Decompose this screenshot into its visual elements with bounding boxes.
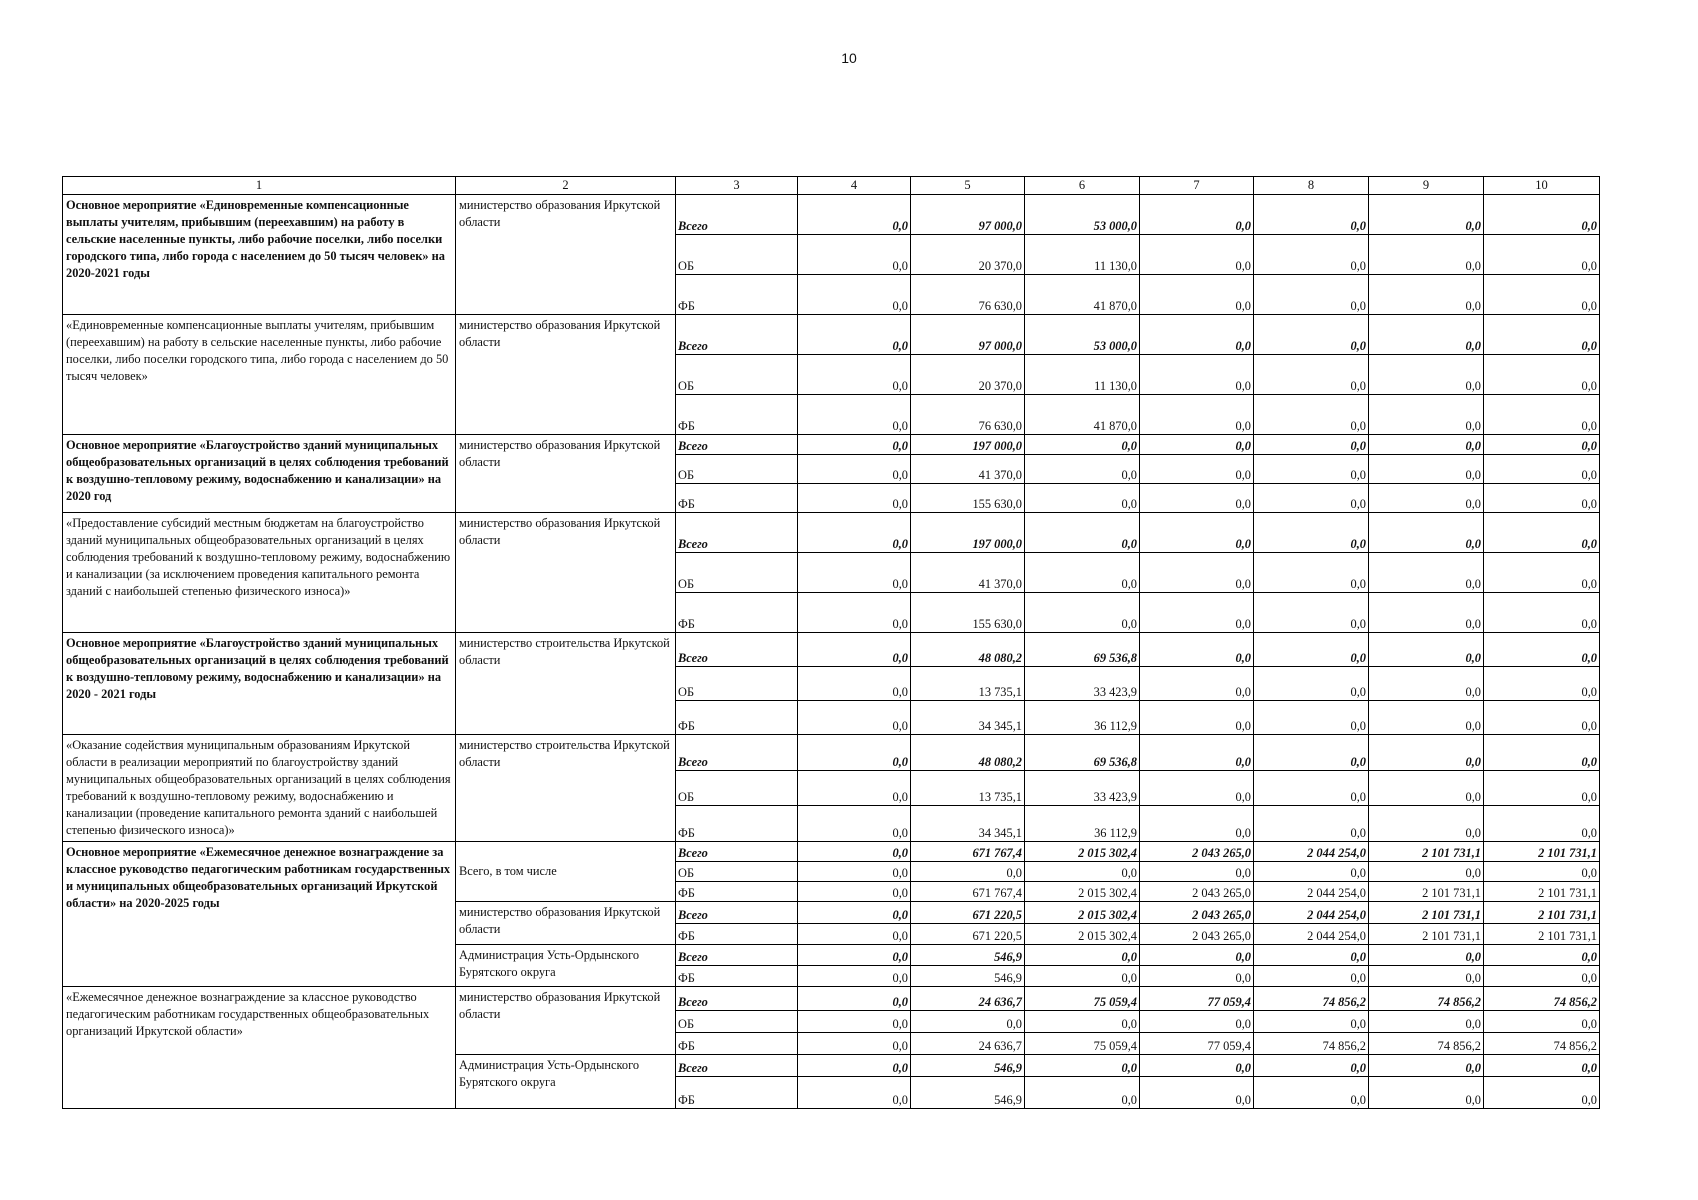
value-cell: 0,0: [798, 315, 911, 355]
value-cell: 2 015 302,4: [1025, 882, 1140, 902]
value-cell: 74 856,2: [1484, 1033, 1600, 1055]
value-cell: 0,0: [798, 945, 911, 966]
value-cell: 0,0: [1254, 1077, 1369, 1109]
funding-source-cell: ФБ: [676, 593, 798, 633]
value-cell: 0,0: [1025, 1077, 1140, 1109]
value-cell: 0,0: [1369, 1077, 1484, 1109]
value-cell: 2 043 265,0: [1140, 924, 1254, 945]
value-cell: 0,0: [1254, 553, 1369, 593]
value-cell: 75 059,4: [1025, 987, 1140, 1011]
activity-label: Основное мероприятие «Единовременные компенсационные выплаты учителям, прибывшим (переехавшим) на работу в сельские населенные пункты, либо рабочие поселки, либо поселки городского типа, либо города с населением до 50 тысяч человек» на 2020-2021 годы: [63, 195, 456, 315]
value-cell: 0,0: [1369, 275, 1484, 315]
value-cell: 2 101 731,1: [1369, 924, 1484, 945]
value-cell: 0,0: [1140, 667, 1254, 701]
value-cell: 0,0: [798, 195, 911, 235]
value-cell: 0,0: [798, 701, 911, 735]
value-cell: 34 345,1: [911, 701, 1025, 735]
value-cell: 74 856,2: [1254, 1033, 1369, 1055]
value-cell: 2 015 302,4: [1025, 842, 1140, 862]
column-header: 5: [911, 177, 1025, 195]
value-cell: 0,0: [798, 1011, 911, 1033]
funding-source-cell: Всего: [676, 435, 798, 455]
value-cell: 2 101 731,1: [1369, 842, 1484, 862]
funding-source-cell: ОБ: [676, 770, 798, 806]
value-cell: 0,0: [1254, 593, 1369, 633]
executor-cell: министерство образования Иркутской области: [456, 435, 676, 513]
value-cell: 2 101 731,1: [1484, 902, 1600, 924]
value-cell: 0,0: [1140, 701, 1254, 735]
executor-cell: Администрация Усть-Ордынского Бурятского округа: [456, 945, 676, 987]
value-cell: 0,0: [1369, 235, 1484, 275]
value-cell: 0,0: [1484, 1055, 1600, 1077]
value-cell: 0,0: [798, 1033, 911, 1055]
value-cell: 11 130,0: [1025, 235, 1140, 275]
value-cell: 0,0: [1140, 806, 1254, 842]
value-cell: 0,0: [1140, 455, 1254, 484]
value-cell: 41 370,0: [911, 455, 1025, 484]
value-cell: 0,0: [1254, 435, 1369, 455]
value-cell: 0,0: [798, 275, 911, 315]
value-cell: 75 059,4: [1025, 1033, 1140, 1055]
value-cell: 0,0: [1254, 195, 1369, 235]
value-cell: 0,0: [1254, 806, 1369, 842]
value-cell: 0,0: [1484, 553, 1600, 593]
value-cell: 0,0: [798, 966, 911, 987]
table-row: [63, 633, 1600, 667]
table-row: [63, 987, 1600, 1011]
value-cell: 0,0: [1254, 275, 1369, 315]
value-cell: 0,0: [1025, 862, 1140, 882]
value-cell: 0,0: [1140, 735, 1254, 771]
column-header: 2: [456, 177, 676, 195]
value-cell: 0,0: [1254, 484, 1369, 513]
value-cell: 0,0: [798, 633, 911, 667]
value-cell: 671 220,5: [911, 924, 1025, 945]
value-cell: 0,0: [1369, 435, 1484, 455]
value-cell: 0,0: [1254, 1011, 1369, 1033]
value-cell: 0,0: [1140, 435, 1254, 455]
value-cell: 0,0: [798, 667, 911, 701]
value-cell: 0,0: [1140, 633, 1254, 667]
value-cell: 0,0: [1025, 455, 1140, 484]
value-cell: 0,0: [1369, 455, 1484, 484]
column-number-row: [63, 177, 1600, 195]
funding-source-cell: ФБ: [676, 924, 798, 945]
table-header: [63, 177, 1600, 195]
value-cell: 0,0: [1254, 701, 1369, 735]
value-cell: 2 044 254,0: [1254, 882, 1369, 902]
value-cell: 2 044 254,0: [1254, 842, 1369, 862]
value-cell: 546,9: [911, 945, 1025, 966]
value-cell: 0,0: [1369, 1055, 1484, 1077]
activity-label: «Предоставление субсидий местным бюджетам на благоустройство зданий муниципальных общеобразовательных организаций в целях соблюдения требований к воздушно-тепловому режиму, водоснабжению и канализации (за исключением проведения капитального ремонта зданий с наибольшей степенью физического износа)»: [63, 513, 456, 633]
page-number: 10: [841, 50, 857, 66]
value-cell: 546,9: [911, 1077, 1025, 1109]
value-cell: 0,0: [1484, 806, 1600, 842]
value-cell: 0,0: [911, 862, 1025, 882]
value-cell: 76 630,0: [911, 395, 1025, 435]
executor-cell: Администрация Усть-Ордынского Бурятского округа: [456, 1055, 676, 1109]
value-cell: 0,0: [1484, 395, 1600, 435]
value-cell: 0,0: [1254, 667, 1369, 701]
table-row: [63, 195, 1600, 235]
value-cell: 0,0: [1484, 945, 1600, 966]
value-cell: 0,0: [1484, 735, 1600, 771]
value-cell: 0,0: [1025, 945, 1140, 966]
value-cell: 0,0: [1369, 593, 1484, 633]
activity-label: «Оказание содействия муниципальным образованиям Иркутской области в реализации мероприятий по благоустройству зданий муниципальных общеобразовательных организаций в целях соблюдения требований к воздушно-тепловому режиму, водоснабжению и канализации (проведение капитального ремонта зданий с наибольшей степенью физического износа)»: [63, 735, 456, 842]
value-cell: 20 370,0: [911, 235, 1025, 275]
value-cell: 0,0: [1140, 1011, 1254, 1033]
value-cell: 0,0: [798, 484, 911, 513]
activity-label: «Единовременные компенсационные выплаты учителям, прибывшим (переехавшим) на работу в сельские населенные пункты, либо рабочие поселки, либо поселки городского типа, либо города с населением до 50 тысяч человек»: [63, 315, 456, 435]
activity-label: «Ежемесячное денежное вознаграждение за классное руководство педагогическим работникам государственных общеобразовательных организаций Иркутской области»: [63, 987, 456, 1109]
funding-source-cell: ОБ: [676, 667, 798, 701]
value-cell: 0,0: [798, 924, 911, 945]
value-cell: 0,0: [1254, 945, 1369, 966]
activity-label: Основное мероприятие «Ежемесячное денежное вознаграждение за классное руководство педагогическим работникам государственных и муниципальных общеобразовательных организаций Иркутской области» на 2020-2025 годы: [63, 842, 456, 987]
value-cell: 53 000,0: [1025, 195, 1140, 235]
value-cell: 197 000,0: [911, 435, 1025, 455]
value-cell: 0,0: [1140, 966, 1254, 987]
value-cell: 671 220,5: [911, 902, 1025, 924]
column-header: 1: [63, 177, 456, 195]
value-cell: 41 870,0: [1025, 275, 1140, 315]
value-cell: 0,0: [1484, 315, 1600, 355]
value-cell: 0,0: [1254, 1055, 1369, 1077]
funding-source-cell: Всего: [676, 315, 798, 355]
value-cell: 0,0: [1140, 513, 1254, 553]
value-cell: 13 735,1: [911, 770, 1025, 806]
value-cell: 34 345,1: [911, 806, 1025, 842]
value-cell: 0,0: [1025, 1011, 1140, 1033]
value-cell: 0,0: [1484, 1011, 1600, 1033]
value-cell: 74 856,2: [1254, 987, 1369, 1011]
value-cell: 155 630,0: [911, 593, 1025, 633]
funding-source-cell: ОБ: [676, 553, 798, 593]
value-cell: 0,0: [1369, 770, 1484, 806]
value-cell: 0,0: [798, 902, 911, 924]
activity-label: Основное мероприятие «Благоустройство зданий муниципальных общеобразовательных организаций в целях соблюдения требований к воздушно-тепловому режиму, водоснабжению и канализации» на 2020 год: [63, 435, 456, 513]
value-cell: 0,0: [798, 735, 911, 771]
budget-table: [62, 176, 1600, 1109]
value-cell: 0,0: [1025, 1055, 1140, 1077]
value-cell: 74 856,2: [1369, 1033, 1484, 1055]
value-cell: 0,0: [1484, 633, 1600, 667]
value-cell: 197 000,0: [911, 513, 1025, 553]
value-cell: 2 101 731,1: [1369, 882, 1484, 902]
value-cell: 0,0: [1140, 484, 1254, 513]
value-cell: 0,0: [1369, 667, 1484, 701]
value-cell: 48 080,2: [911, 633, 1025, 667]
value-cell: 36 112,9: [1025, 806, 1140, 842]
value-cell: 20 370,0: [911, 355, 1025, 395]
value-cell: 36 112,9: [1025, 701, 1140, 735]
value-cell: 97 000,0: [911, 315, 1025, 355]
executor-cell: министерство строительства Иркутской области: [456, 735, 676, 842]
table-row: [63, 315, 1600, 355]
value-cell: 0,0: [1369, 315, 1484, 355]
value-cell: 0,0: [798, 553, 911, 593]
value-cell: 0,0: [1369, 355, 1484, 395]
funding-source-cell: ОБ: [676, 1011, 798, 1033]
activity-label: Основное мероприятие «Благоустройство зданий муниципальных общеобразовательных организаций в целях соблюдения требований к воздушно-тепловому режиму, водоснабжению и канализации» на 2020 - 2021 годы: [63, 633, 456, 735]
value-cell: 0,0: [1140, 945, 1254, 966]
value-cell: 0,0: [1254, 966, 1369, 987]
funding-source-cell: ОБ: [676, 862, 798, 882]
value-cell: 69 536,8: [1025, 735, 1140, 771]
table-row: [63, 735, 1600, 771]
value-cell: 76 630,0: [911, 275, 1025, 315]
value-cell: 0,0: [1369, 966, 1484, 987]
executor-cell: министерство образования Иркутской области: [456, 902, 676, 945]
value-cell: 74 856,2: [1369, 987, 1484, 1011]
executor-cell: министерство образования Иркутской области: [456, 513, 676, 633]
funding-source-cell: ФБ: [676, 1033, 798, 1055]
value-cell: 0,0: [798, 593, 911, 633]
value-cell: 0,0: [1140, 355, 1254, 395]
funding-source-cell: Всего: [676, 735, 798, 771]
value-cell: 2 044 254,0: [1254, 902, 1369, 924]
value-cell: 0,0: [1140, 275, 1254, 315]
funding-source-cell: Всего: [676, 987, 798, 1011]
value-cell: 0,0: [1254, 862, 1369, 882]
value-cell: 0,0: [1484, 235, 1600, 275]
funding-source-cell: Всего: [676, 945, 798, 966]
value-cell: 33 423,9: [1025, 770, 1140, 806]
value-cell: 0,0: [1140, 553, 1254, 593]
value-cell: 0,0: [1254, 455, 1369, 484]
value-cell: 0,0: [1484, 355, 1600, 395]
value-cell: 0,0: [1369, 395, 1484, 435]
table-row: [63, 435, 1600, 455]
column-header: 10: [1484, 177, 1600, 195]
value-cell: 0,0: [1369, 862, 1484, 882]
budget-table-wrapper: [62, 176, 1599, 1109]
value-cell: 0,0: [1484, 966, 1600, 987]
value-cell: 0,0: [1140, 315, 1254, 355]
value-cell: 0,0: [1254, 235, 1369, 275]
value-cell: 155 630,0: [911, 484, 1025, 513]
value-cell: 0,0: [798, 235, 911, 275]
value-cell: 0,0: [1369, 735, 1484, 771]
value-cell: 0,0: [1140, 593, 1254, 633]
funding-source-cell: ФБ: [676, 806, 798, 842]
value-cell: 0,0: [1369, 553, 1484, 593]
value-cell: 53 000,0: [1025, 315, 1140, 355]
value-cell: 0,0: [1369, 633, 1484, 667]
value-cell: 0,0: [1484, 513, 1600, 553]
column-header: 3: [676, 177, 798, 195]
value-cell: 0,0: [1254, 355, 1369, 395]
value-cell: 0,0: [1369, 945, 1484, 966]
value-cell: 13 735,1: [911, 667, 1025, 701]
value-cell: 546,9: [911, 966, 1025, 987]
column-header: 9: [1369, 177, 1484, 195]
funding-source-cell: ФБ: [676, 1077, 798, 1109]
value-cell: 671 767,4: [911, 882, 1025, 902]
funding-source-cell: Всего: [676, 513, 798, 553]
value-cell: 0,0: [1369, 195, 1484, 235]
funding-source-cell: ФБ: [676, 395, 798, 435]
value-cell: 0,0: [1140, 770, 1254, 806]
value-cell: 0,0: [1484, 195, 1600, 235]
value-cell: 24 636,7: [911, 1033, 1025, 1055]
value-cell: 41 370,0: [911, 553, 1025, 593]
value-cell: 0,0: [798, 862, 911, 882]
value-cell: 2 043 265,0: [1140, 882, 1254, 902]
value-cell: 0,0: [798, 395, 911, 435]
value-cell: 0,0: [1369, 1011, 1484, 1033]
value-cell: 0,0: [1025, 593, 1140, 633]
value-cell: 0,0: [1025, 435, 1140, 455]
value-cell: 0,0: [1025, 484, 1140, 513]
value-cell: 2 043 265,0: [1140, 902, 1254, 924]
value-cell: 0,0: [1369, 701, 1484, 735]
value-cell: 0,0: [1484, 484, 1600, 513]
value-cell: 2 101 731,1: [1369, 902, 1484, 924]
value-cell: 0,0: [1484, 593, 1600, 633]
value-cell: 0,0: [1484, 667, 1600, 701]
value-cell: 0,0: [798, 435, 911, 455]
value-cell: 24 636,7: [911, 987, 1025, 1011]
funding-source-cell: Всего: [676, 1055, 798, 1077]
value-cell: 41 870,0: [1025, 395, 1140, 435]
value-cell: 0,0: [1369, 806, 1484, 842]
value-cell: 0,0: [1140, 1055, 1254, 1077]
value-cell: 0,0: [1254, 395, 1369, 435]
value-cell: 0,0: [1369, 513, 1484, 553]
value-cell: 0,0: [1484, 862, 1600, 882]
funding-source-cell: ОБ: [676, 235, 798, 275]
value-cell: 0,0: [798, 1077, 911, 1109]
funding-source-cell: ФБ: [676, 484, 798, 513]
value-cell: 0,0: [798, 455, 911, 484]
column-header: 7: [1140, 177, 1254, 195]
value-cell: 33 423,9: [1025, 667, 1140, 701]
table-row: [63, 513, 1600, 553]
value-cell: 0,0: [911, 1011, 1025, 1033]
value-cell: 0,0: [798, 806, 911, 842]
value-cell: 0,0: [1369, 484, 1484, 513]
value-cell: 0,0: [1140, 395, 1254, 435]
value-cell: 0,0: [1254, 315, 1369, 355]
value-cell: 0,0: [1484, 455, 1600, 484]
column-header: 8: [1254, 177, 1369, 195]
value-cell: 0,0: [1140, 235, 1254, 275]
column-header: 6: [1025, 177, 1140, 195]
value-cell: 671 767,4: [911, 842, 1025, 862]
value-cell: 0,0: [1484, 275, 1600, 315]
value-cell: 2 044 254,0: [1254, 924, 1369, 945]
value-cell: 0,0: [1484, 770, 1600, 806]
value-cell: 0,0: [798, 1055, 911, 1077]
value-cell: 2 101 731,1: [1484, 924, 1600, 945]
funding-source-cell: ФБ: [676, 966, 798, 987]
value-cell: 0,0: [1484, 701, 1600, 735]
value-cell: 0,0: [1254, 633, 1369, 667]
value-cell: 69 536,8: [1025, 633, 1140, 667]
value-cell: 0,0: [798, 842, 911, 862]
value-cell: 74 856,2: [1484, 987, 1600, 1011]
funding-source-cell: Всего: [676, 842, 798, 862]
executor-cell: министерство строительства Иркутской области: [456, 633, 676, 735]
funding-source-cell: ФБ: [676, 882, 798, 902]
value-cell: 546,9: [911, 1055, 1025, 1077]
executor-cell: министерство образования Иркутской области: [456, 195, 676, 315]
value-cell: 2 015 302,4: [1025, 902, 1140, 924]
value-cell: 97 000,0: [911, 195, 1025, 235]
value-cell: 0,0: [798, 770, 911, 806]
executor-cell: министерство образования Иркутской области: [456, 315, 676, 435]
value-cell: 2 101 731,1: [1484, 842, 1600, 862]
value-cell: 0,0: [1025, 513, 1140, 553]
funding-source-cell: ФБ: [676, 701, 798, 735]
value-cell: 77 059,4: [1140, 1033, 1254, 1055]
value-cell: 11 130,0: [1025, 355, 1140, 395]
value-cell: 48 080,2: [911, 735, 1025, 771]
funding-source-cell: Всего: [676, 902, 798, 924]
value-cell: 0,0: [798, 987, 911, 1011]
value-cell: 2 101 731,1: [1484, 882, 1600, 902]
value-cell: 2 043 265,0: [1140, 842, 1254, 862]
value-cell: 77 059,4: [1140, 987, 1254, 1011]
value-cell: 0,0: [1140, 195, 1254, 235]
value-cell: 0,0: [1025, 553, 1140, 593]
executor-cell: Всего, в том числе: [456, 842, 676, 902]
funding-source-cell: ОБ: [676, 355, 798, 395]
funding-source-cell: Всего: [676, 195, 798, 235]
value-cell: 0,0: [798, 882, 911, 902]
value-cell: 0,0: [1140, 862, 1254, 882]
funding-source-cell: ОБ: [676, 455, 798, 484]
value-cell: 0,0: [798, 513, 911, 553]
value-cell: 0,0: [1484, 435, 1600, 455]
value-cell: 0,0: [1254, 770, 1369, 806]
table-row: [63, 842, 1600, 862]
value-cell: 0,0: [1484, 1077, 1600, 1109]
table-body: [63, 195, 1600, 1109]
value-cell: 2 015 302,4: [1025, 924, 1140, 945]
column-header: 4: [798, 177, 911, 195]
value-cell: 0,0: [1025, 966, 1140, 987]
funding-source-cell: Всего: [676, 633, 798, 667]
value-cell: 0,0: [798, 355, 911, 395]
value-cell: 0,0: [1254, 513, 1369, 553]
value-cell: 0,0: [1140, 1077, 1254, 1109]
funding-source-cell: ФБ: [676, 275, 798, 315]
value-cell: 0,0: [1254, 735, 1369, 771]
executor-cell: министерство образования Иркутской области: [456, 987, 676, 1055]
